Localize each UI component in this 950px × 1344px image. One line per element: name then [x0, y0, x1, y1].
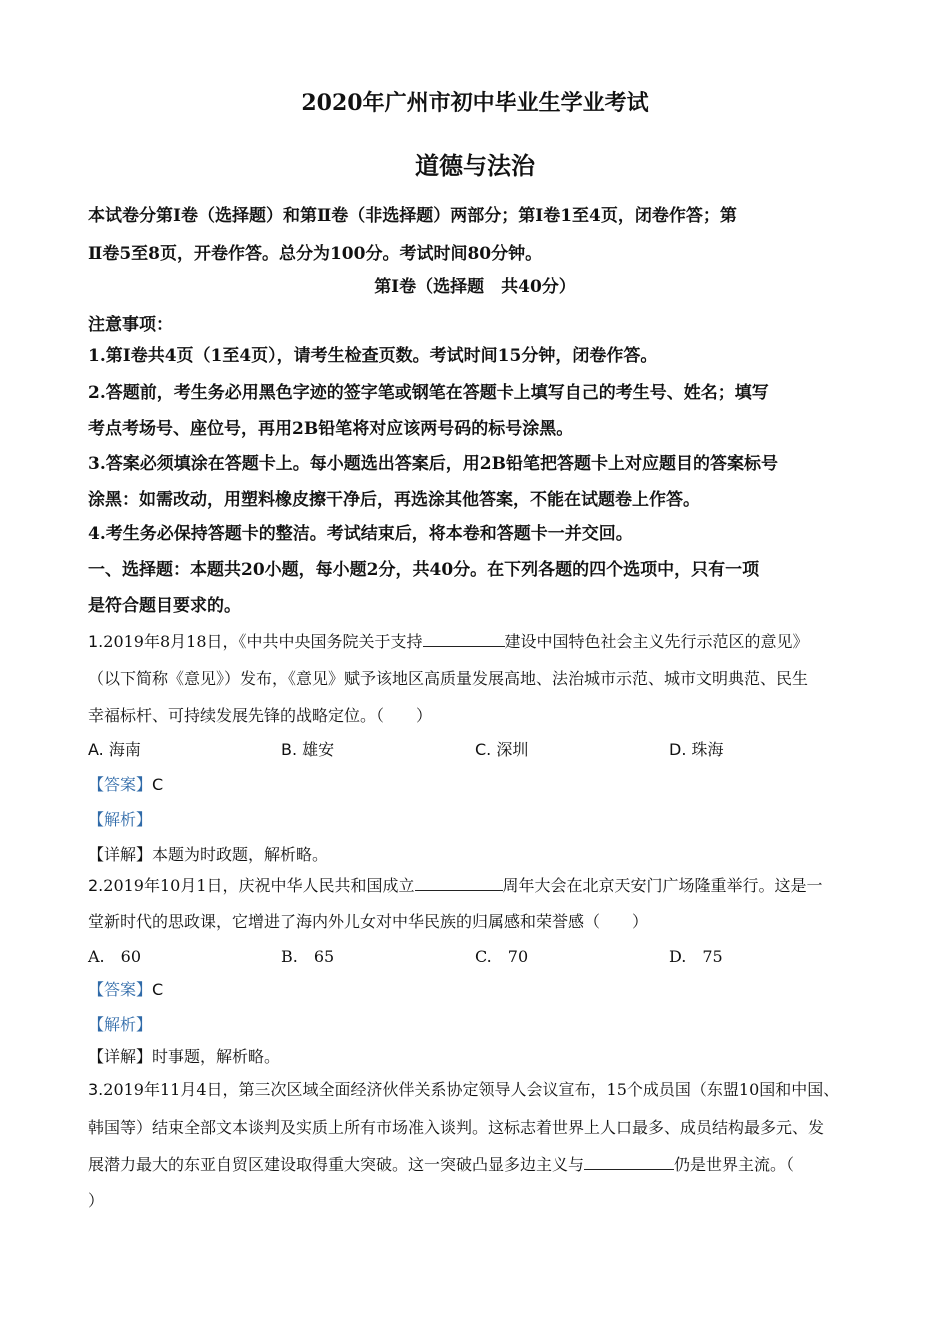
q3-line-2: 韩国等）结束全部文本谈判及实质上所有市场准入谈判。这标志着世界上人口最多、成员结构最多元、发 — [88, 1118, 825, 1137]
q2-option-c: C. 70 — [475, 947, 529, 966]
q2-answer-value: C — [152, 980, 164, 999]
answer-label: 【答案】 — [88, 775, 153, 794]
q1-option-a: A. 海南 — [88, 740, 141, 759]
exam-title: 2020年广州市初中毕业生学业考试 — [301, 90, 649, 116]
q1-text-post: 建设中国特色社会主义先行示范区的意见》 — [504, 632, 809, 651]
q1-analysis-label: 【解析】 — [88, 810, 153, 829]
note-2-line-1: 2.答题前，考生务必用黑色字迹的签字笔或钢笔在答题卡上填写自己的考生号、姓名；填写 — [88, 383, 769, 403]
q2-answer — [88, 980, 163, 1000]
part1-line-1: 一、选择题：本题共20小题，每小题2分，共40分。在下列各题的四个选项中，只有一项 — [88, 560, 760, 580]
q3-number: 3. — [88, 1080, 104, 1099]
q2-analysis-label: 【解析】 — [88, 1015, 153, 1034]
q2-text-post: 周年大会在北京天安门广场隆重举行。这是一 — [502, 876, 823, 895]
detail-label: 【详解】 — [88, 1047, 153, 1066]
q1-answer — [88, 775, 163, 795]
q2-text-pre: 2019年10月1日，庆祝中华人民共和国成立 — [103, 876, 415, 895]
notes-heading: 注意事项： — [88, 315, 173, 335]
q2-detail — [88, 1047, 280, 1067]
q2-blank — [415, 876, 503, 891]
q1-line-3: 幸福标杆、可持续发展先锋的战略定位。（ ） — [88, 706, 433, 725]
section-title: 第Ⅰ卷（选择题 共40分） — [374, 277, 576, 297]
q1-line-2: （以下简称《意见》）发布，《意见》赋予该地区高质量发展高地、法治城市示范、城市文明典范、民生 — [88, 669, 809, 688]
q2-option-b: B. 65 — [281, 947, 335, 966]
q1-detail — [88, 845, 328, 865]
q3-line-1 — [88, 1080, 839, 1100]
q1-option-c: C. 深圳 — [475, 740, 529, 759]
q1-option-b: B. 雄安 — [281, 740, 335, 759]
q1-text-pre: 2019年8月18日，《中共中央国务院关于支持 — [103, 632, 423, 651]
part1-line-2: 是符合题目要求的。 — [88, 596, 241, 616]
q1-option-d: D. 珠海 — [669, 740, 724, 759]
q2-line-2: 堂新时代的思政课，它增进了海内外儿女对中华民族的归属感和荣誉感（ ） — [88, 912, 649, 931]
note-3-line-1: 3.答案必须填涂在答题卡上。每小题选出答案后，用2B铅笔把答题卡上对应题目的答案标号 — [88, 454, 778, 474]
q3-blank — [584, 1155, 674, 1170]
q3-text-post: 仍是世界主流。（ — [674, 1155, 795, 1174]
note-2-line-2: 考点考场号、座位号，再用2B铅笔将对应该两号码的标号涂黑。 — [88, 419, 574, 439]
q2-line-1 — [88, 876, 823, 896]
q3-line-4: ） — [88, 1191, 105, 1210]
q2-detail-text: 时事题，解析略。 — [152, 1047, 281, 1066]
detail-label: 【详解】 — [88, 845, 153, 864]
intro-line-2: Ⅱ卷5至8页，开卷作答。总分为100分。考试时间80分钟。 — [88, 244, 543, 264]
subject-title: 道德与法治 — [415, 151, 535, 180]
q1-line-1 — [88, 632, 809, 652]
note-3-line-2: 涂黑：如需改动，用塑料橡皮擦干净后，再选涂其他答案，不能在试题卷上作答。 — [88, 490, 700, 510]
intro-line-1: 本试卷分第Ⅰ卷（选择题）和第Ⅱ卷（非选择题）两部分；第Ⅰ卷1至4页，闭卷作答；第 — [88, 206, 737, 226]
q1-blank — [423, 632, 505, 647]
q2-number: 2. — [88, 876, 104, 895]
q2-option-d: D. 75 — [669, 947, 723, 966]
note-1: 1.第Ⅰ卷共4页（1至4页），请考生检查页数。考试时间15分钟，闭卷作答。 — [88, 346, 658, 366]
q1-answer-value: C — [152, 775, 164, 794]
note-4: 4.考生务必保持答题卡的整洁。考试结束后，将本卷和答题卡一并交回。 — [88, 524, 633, 544]
q1-detail-text: 本题为时政题，解析略。 — [152, 845, 329, 864]
q3-line-3 — [88, 1155, 794, 1175]
q1-number: 1. — [88, 632, 104, 651]
answer-label: 【答案】 — [88, 980, 153, 999]
q3-text-pre: 展潜力最大的东亚自贸区建设取得重大突破。这一突破凸显多边主义与 — [88, 1155, 585, 1174]
q3-text-line-1: 2019年11月4日，第三次区域全面经济伙伴关系协定领导人会议宣布，15个成员国（东盟10国和中国、 — [103, 1080, 840, 1099]
q2-option-a: A. 60 — [88, 947, 142, 966]
